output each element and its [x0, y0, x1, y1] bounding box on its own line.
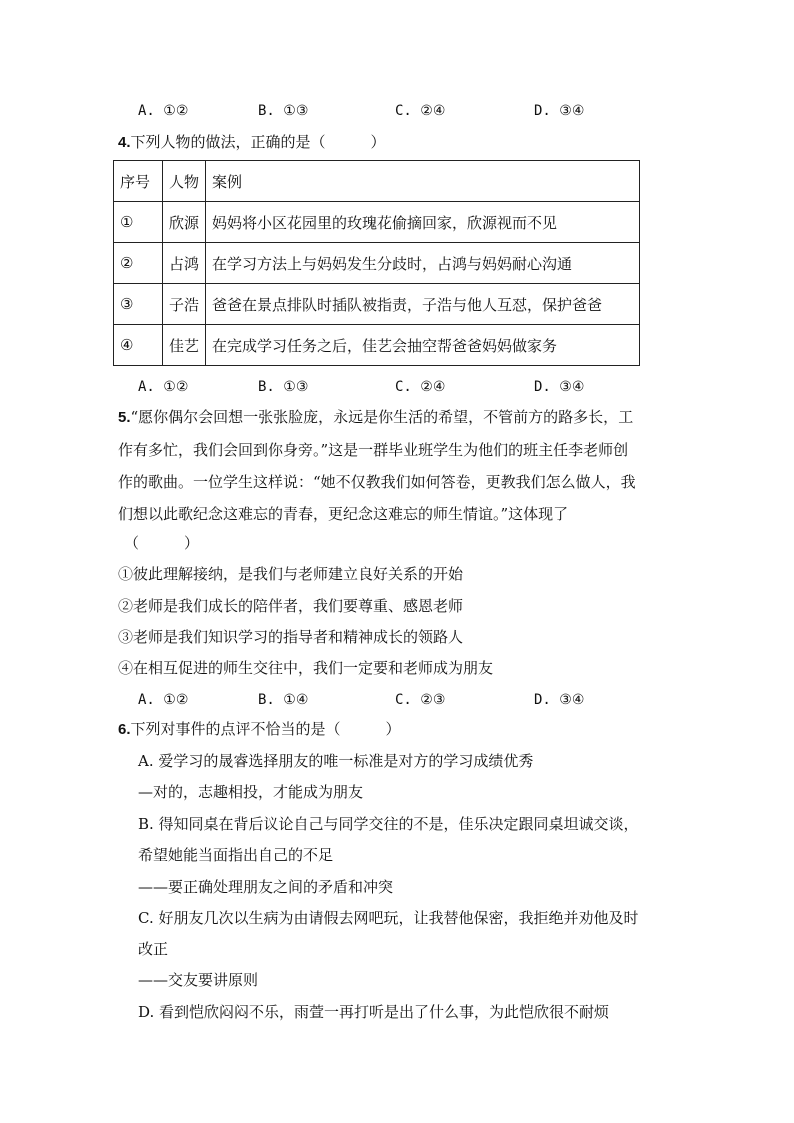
q6-stem-text: 下列对事件的点评不恰当的是（ ） — [130, 720, 401, 738]
row-person: 占鸿 — [163, 243, 206, 284]
row-number: ③ — [114, 284, 163, 325]
q4-options — [138, 377, 658, 397]
table-row — [114, 325, 640, 366]
q5-number: 5. — [118, 409, 131, 426]
q3-option-b: B. ①③ — [258, 103, 309, 119]
header-person: 人物 — [163, 161, 206, 202]
row-case: 爸爸在景点排队时插队被指责，子浩与他人互怼，保护爸爸 — [206, 284, 640, 325]
row-case: 在学习方法上与妈妈发生分歧时，占鸿与妈妈耐心沟通 — [206, 243, 640, 284]
q5-option-a: A. ①② — [138, 692, 189, 708]
table-row — [114, 284, 640, 325]
q4-case-table — [113, 160, 640, 366]
q5-options — [138, 690, 658, 710]
row-person: 佳艺 — [163, 325, 206, 366]
q5-stem-line-1 — [118, 407, 633, 428]
q6-line-6: C. 好朋友几次以生病为由请假去网吧玩，让我替他保密，我拒绝并劝他及时 — [138, 909, 639, 927]
q4-stem-text: 下列人物的做法，正确的是（ ） — [130, 133, 386, 151]
row-number: ① — [114, 202, 163, 243]
q5-statement-1: ①彼此理解接纳，是我们与老师建立良好关系的开始 — [118, 565, 464, 583]
q3-option-d: D. ③④ — [534, 103, 585, 119]
q5-option-c: C. ②③ — [395, 692, 446, 708]
q6-number: 6. — [118, 721, 131, 738]
q6-line-7: 改正 — [138, 940, 169, 958]
q4-stem — [118, 132, 386, 153]
table-row — [114, 202, 640, 243]
q5-stem-line-4: 们想以此歌纪念这难忘的青春，更纪念这难忘的师生情谊。”这体现了 — [118, 505, 569, 523]
q6-stem — [118, 719, 401, 740]
row-case: 在完成学习任务之后，佳艺会抽空帮爸爸妈妈做家务 — [206, 325, 640, 366]
q3-option-a: A. ①② — [138, 103, 189, 119]
q5-statement-4: ④在相互促进的师生交往中，我们一定要和老师成为朋友 — [118, 659, 494, 677]
q5-statement-3: ③老师是我们知识学习的指导者和精神成长的领路人 — [118, 628, 464, 646]
row-number: ④ — [114, 325, 163, 366]
q5-stem-line-2: 作有多忙，我们会回到你身旁。”这是一群毕业班学生为他们的班主任李老师创 — [118, 441, 629, 459]
q6-line-3: B. 得知同桌在背后议论自己与同学交往的不是，佳乐决定跟同桌坦诚交谈， — [138, 815, 639, 833]
q4-option-d: D. ③④ — [534, 379, 585, 395]
table-header-row — [114, 161, 640, 202]
q5-stem-line-3: 作的歌曲。一位学生这样说：“她不仅教我们如何答卷，更教我们怎么做人，我 — [118, 473, 636, 491]
q6-line-5: ——要正确处理朋友之间的矛盾和冲突 — [138, 878, 394, 896]
q6-line-1: A. 爱学习的晟睿选择朋友的唯一标准是对方的学习成绩优秀 — [138, 752, 534, 770]
table-row — [114, 243, 640, 284]
row-case: 妈妈将小区花园里的玫瑰花偷摘回家，欣源视而不见 — [206, 202, 640, 243]
row-person: 欣源 — [163, 202, 206, 243]
q5-stem-text: “愿你偶尔会回想一张张脸庞，永远是你生活的希望，不管前方的路多长，工 — [130, 408, 634, 426]
q5-statement-2: ②老师是我们成长的陪伴者，我们要尊重、感恩老师 — [118, 597, 464, 615]
row-number: ② — [114, 243, 163, 284]
q4-option-c: C. ②④ — [395, 379, 446, 395]
q5-answer-blank: （ ） — [124, 534, 200, 552]
row-person: 子浩 — [163, 284, 206, 325]
q5-option-b: B. ①④ — [258, 692, 309, 708]
q4-number: 4. — [118, 134, 131, 151]
q3-options — [138, 101, 658, 121]
q6-line-8: ——交友要讲原则 — [138, 971, 259, 989]
q6-line-2: —对的，志趣相投，才能成为朋友 — [138, 783, 364, 801]
q4-option-b: B. ①③ — [258, 379, 309, 395]
q5-option-d: D. ③④ — [534, 692, 585, 708]
q4-option-a: A. ①② — [138, 379, 189, 395]
q3-option-c: C. ②④ — [395, 103, 446, 119]
q6-line-9: D. 看到恺欣闷闷不乐，雨萱一再打听是出了什么事，为此恺欣很不耐烦 — [138, 1003, 610, 1021]
q6-line-4: 希望她能当面指出自己的不足 — [138, 846, 334, 864]
header-case: 案例 — [206, 161, 640, 202]
header-number: 序号 — [114, 161, 163, 202]
